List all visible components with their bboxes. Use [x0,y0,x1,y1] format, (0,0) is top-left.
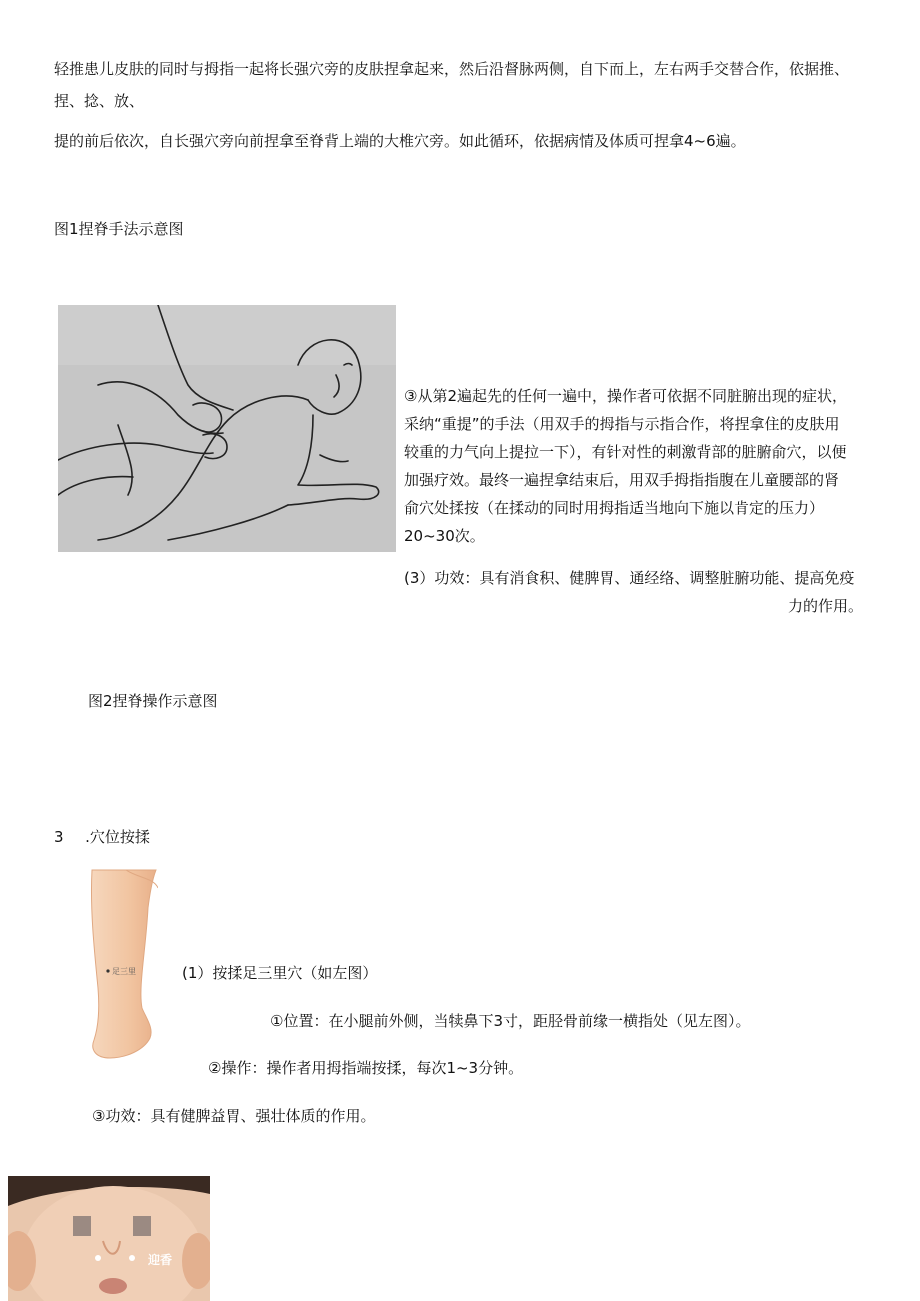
intro-line-3: 提的前后依次，自长强穴旁向前捏拿至脊背上端的大椎穴旁。如此循环，依据病情及体质可捏拿4~6遍。 [54,132,746,150]
effect3-line-2: 力的作用。 [788,597,864,615]
back-pinching-illustration [58,305,396,552]
step3-line-5: 俞穴处揉按（在揉动的同时用拇指适当地向下施以肯定的压力） [404,499,825,517]
leg-illustration [86,868,158,1060]
zusanli-effect: ③功效：具有健脾益胃、强壮体质的作用。 [92,1107,376,1125]
figure2-caption: 图2捏脊操作示意图 [88,692,218,710]
step3-line-4: 加强疗效。最终一遍捏拿结束后，用双手拇指指腹在儿童腰部的肾 [404,471,840,489]
child-face-photo [8,1176,210,1301]
step3-line-2: 采纳“重提”的手法（用双手的拇指与示指合作，将捏拿住的皮肤用 [404,415,840,433]
zusanli-position: ①位置：在小腿前外侧，当犊鼻下3寸，距胫骨前缘一横指处（见左图）。 [270,1012,751,1030]
leg-acupoint-image [86,868,158,1060]
zusanli-heading: (1）按揉足三里穴（如左图） [182,964,378,982]
intro-line-2: 捏、捻、放、 [54,92,145,110]
leg-point-label: 足三里 [112,967,136,976]
effect3-line-1: (3）功效：具有消食积、健脾胃、通经络、调整脏腑功能、提高免疫 [404,569,855,587]
section3-title: .穴位按揉 [85,828,150,846]
section3-heading [54,826,150,847]
zusanli-operation: ②操作：操作者用拇指端按揉，每次1~3分钟。 [208,1059,524,1077]
section3-number: 3 [54,828,64,846]
face-acupoint-image [8,1176,210,1301]
step3-line-1: ③从第2遍起先的任何一遍中，操作者可依据不同脏腑出现的症状， [404,387,847,405]
step3-line-3: 较重的力气向上提拉一下），有针对性的刺激背部的脏腑俞穴，以便 [404,443,847,461]
figure1-caption: 图1捏脊手法示意图 [54,220,184,238]
face-point-label: 迎香 [148,1253,173,1267]
intro-line-1: 轻推患儿皮肤的同时与拇指一起将长强穴旁的皮肤捏拿起来，然后沿督脉两侧，自下而上，左右两手交替合作，依据推、 [54,60,850,78]
step3-line-6: 20~30次。 [404,527,485,545]
infant-sketch [58,305,396,552]
